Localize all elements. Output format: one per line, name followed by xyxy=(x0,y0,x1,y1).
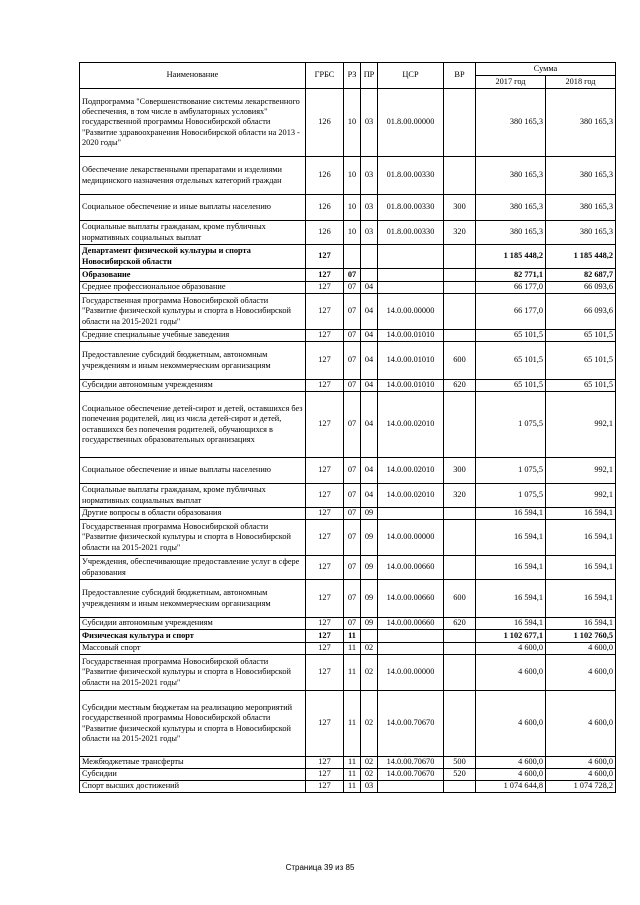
cell-2018: 65 101,5 xyxy=(546,330,616,342)
cell-pr: 02 xyxy=(361,655,378,691)
table-row xyxy=(80,380,616,392)
cell-vr xyxy=(444,294,476,330)
cell-2017: 16 594,1 xyxy=(476,508,546,520)
cell-name: Массовый спорт xyxy=(80,643,306,655)
cell-2018: 992,1 xyxy=(546,484,616,508)
cell-vr: 600 xyxy=(444,580,476,618)
cell-2017: 380 165,3 xyxy=(476,195,546,221)
cell-2017: 1 075,5 xyxy=(476,392,546,458)
header-pr: ПР xyxy=(361,63,378,89)
cell-vr xyxy=(444,630,476,643)
cell-name: Физическая культура и спорт xyxy=(80,630,306,643)
cell-pr: 04 xyxy=(361,282,378,294)
cell-vr: 300 xyxy=(444,458,476,484)
cell-grbs: 127 xyxy=(306,380,344,392)
cell-csr: 14.0.00.00000 xyxy=(378,655,444,691)
cell-grbs: 127 xyxy=(306,330,344,342)
cell-2018: 4 600,0 xyxy=(546,655,616,691)
cell-vr xyxy=(444,655,476,691)
cell-2018: 65 101,5 xyxy=(546,380,616,392)
table-row xyxy=(80,269,616,282)
cell-2018: 4 600,0 xyxy=(546,643,616,655)
table-row xyxy=(80,330,616,342)
cell-2017: 4 600,0 xyxy=(476,655,546,691)
cell-grbs: 127 xyxy=(306,630,344,643)
header-sum: Сумма xyxy=(476,63,616,76)
cell-csr xyxy=(378,282,444,294)
table-row xyxy=(80,342,616,380)
cell-grbs: 127 xyxy=(306,781,344,793)
table-row xyxy=(80,781,616,793)
cell-grbs: 127 xyxy=(306,458,344,484)
cell-csr: 14.0.00.00000 xyxy=(378,520,444,556)
cell-vr xyxy=(444,330,476,342)
table-row xyxy=(80,769,616,781)
cell-rz: 10 xyxy=(344,89,361,157)
cell-grbs: 127 xyxy=(306,342,344,380)
cell-pr: 03 xyxy=(361,157,378,195)
cell-csr: 14.0.00.01010 xyxy=(378,330,444,342)
cell-2018: 66 093,6 xyxy=(546,282,616,294)
cell-pr: 04 xyxy=(361,392,378,458)
cell-pr: 02 xyxy=(361,757,378,769)
cell-rz: 07 xyxy=(344,580,361,618)
cell-2018: 4 600,0 xyxy=(546,769,616,781)
cell-2017: 82 771,1 xyxy=(476,269,546,282)
cell-grbs: 127 xyxy=(306,520,344,556)
cell-rz: 11 xyxy=(344,691,361,757)
table-row xyxy=(80,458,616,484)
cell-pr: 02 xyxy=(361,643,378,655)
budget-table-page xyxy=(79,62,615,793)
cell-rz: 07 xyxy=(344,269,361,282)
cell-vr: 300 xyxy=(444,195,476,221)
cell-rz xyxy=(344,245,361,269)
cell-rz: 11 xyxy=(344,769,361,781)
cell-vr xyxy=(444,269,476,282)
cell-grbs: 127 xyxy=(306,392,344,458)
header-2018: 2018 год xyxy=(546,76,616,89)
table-row xyxy=(80,245,616,269)
cell-csr: 14.0.00.00000 xyxy=(378,294,444,330)
cell-pr: 04 xyxy=(361,484,378,508)
cell-2017: 380 165,3 xyxy=(476,157,546,195)
cell-name: Социальное обеспечение детей-сирот и детей, оставшихся без попечения родителей, лиц из числа детей-сирот и детей, оставшихся без попечения родителей, обучающихся в государственных образовательных организациях xyxy=(80,392,306,458)
cell-name: Субсидии местным бюджетам на реализацию мероприятий государственной программы Новосибирской области "Развитие физической культуры и спорта в Новосибирской области на 2015-2021 годы" xyxy=(80,691,306,757)
cell-pr: 03 xyxy=(361,89,378,157)
cell-2018: 66 093,6 xyxy=(546,294,616,330)
header-name: Наименование xyxy=(80,63,306,89)
cell-grbs: 127 xyxy=(306,691,344,757)
cell-2018: 16 594,1 xyxy=(546,580,616,618)
table-row xyxy=(80,221,616,245)
cell-csr xyxy=(378,269,444,282)
cell-2017: 16 594,1 xyxy=(476,580,546,618)
cell-csr: 14.0.00.02010 xyxy=(378,484,444,508)
cell-name: Социальное обеспечение и иные выплаты населению xyxy=(80,458,306,484)
cell-grbs: 127 xyxy=(306,556,344,580)
cell-name: Субсидии автономным учреждениям xyxy=(80,380,306,392)
table-row xyxy=(80,630,616,643)
cell-rz: 11 xyxy=(344,655,361,691)
cell-vr xyxy=(444,89,476,157)
cell-2018: 65 101,5 xyxy=(546,342,616,380)
cell-vr xyxy=(444,643,476,655)
header-2017: 2017 год xyxy=(476,76,546,89)
cell-name: Учреждения, обеспечивающие предоставление услуг в сфере образования xyxy=(80,556,306,580)
cell-name: Социальные выплаты гражданам, кроме публичных нормативных социальных выплат xyxy=(80,484,306,508)
cell-2017: 4 600,0 xyxy=(476,769,546,781)
cell-rz: 11 xyxy=(344,757,361,769)
cell-name: Обеспечение лекарственными препаратами и изделиями медицинского назначения отдельных категорий граждан xyxy=(80,157,306,195)
page-footer: Страница 39 из 85 xyxy=(285,863,355,872)
cell-2018: 4 600,0 xyxy=(546,757,616,769)
cell-pr: 09 xyxy=(361,556,378,580)
cell-csr: 14.0.00.70670 xyxy=(378,691,444,757)
cell-csr: 14.0.00.00660 xyxy=(378,580,444,618)
cell-rz: 07 xyxy=(344,342,361,380)
table-row xyxy=(80,691,616,757)
cell-2018: 380 165,3 xyxy=(546,221,616,245)
cell-pr: 04 xyxy=(361,330,378,342)
cell-pr: 03 xyxy=(361,195,378,221)
cell-2018: 16 594,1 xyxy=(546,520,616,556)
cell-vr: 320 xyxy=(444,484,476,508)
cell-vr xyxy=(444,520,476,556)
cell-rz: 07 xyxy=(344,508,361,520)
cell-grbs: 127 xyxy=(306,580,344,618)
cell-vr: 500 xyxy=(444,757,476,769)
cell-pr xyxy=(361,630,378,643)
cell-grbs: 126 xyxy=(306,157,344,195)
table-row xyxy=(80,89,616,157)
cell-rz: 07 xyxy=(344,330,361,342)
cell-name: Департамент физической культуры и спорта Новосибирской области xyxy=(80,245,306,269)
cell-name: Предоставление субсидий бюджетным, автономным учреждениям и иным некоммерческим организациям xyxy=(80,580,306,618)
cell-grbs: 127 xyxy=(306,484,344,508)
cell-name: Подпрограмма "Совершенствование системы лекарственного обеспечения, в том числе в амбулаторных условиях" государственной программы Новосибирской области "Развитие здравоохранения Новосибирской области на 2013 - 2020 годы" xyxy=(80,89,306,157)
cell-name: Государственная программа Новосибирской области "Развитие физической культуры и спорта в Новосибирской области на 2015-2021 годы" xyxy=(80,655,306,691)
table-row xyxy=(80,157,616,195)
cell-2017: 16 594,1 xyxy=(476,618,546,630)
header-rz: РЗ xyxy=(344,63,361,89)
cell-2017: 4 600,0 xyxy=(476,691,546,757)
cell-csr: 14.0.00.02010 xyxy=(378,458,444,484)
cell-2017: 380 165,3 xyxy=(476,221,546,245)
cell-2018: 1 102 760,5 xyxy=(546,630,616,643)
cell-csr: 01.8.00.00330 xyxy=(378,157,444,195)
cell-name: Спорт высших достижений xyxy=(80,781,306,793)
cell-vr xyxy=(444,282,476,294)
cell-grbs: 127 xyxy=(306,508,344,520)
cell-vr: 600 xyxy=(444,342,476,380)
cell-name: Социальное обеспечение и иные выплаты населению xyxy=(80,195,306,221)
cell-csr: 01.8.00.00330 xyxy=(378,195,444,221)
cell-grbs: 126 xyxy=(306,89,344,157)
table-row xyxy=(80,618,616,630)
cell-rz: 07 xyxy=(344,294,361,330)
cell-grbs: 127 xyxy=(306,294,344,330)
cell-vr: 620 xyxy=(444,618,476,630)
cell-vr xyxy=(444,556,476,580)
cell-vr xyxy=(444,245,476,269)
cell-csr xyxy=(378,508,444,520)
cell-name: Государственная программа Новосибирской области "Развитие физической культуры и спорта в Новосибирской области на 2015-2021 годы" xyxy=(80,294,306,330)
cell-2018: 1 074 728,2 xyxy=(546,781,616,793)
cell-vr xyxy=(444,157,476,195)
cell-vr: 320 xyxy=(444,221,476,245)
cell-2017: 65 101,5 xyxy=(476,342,546,380)
table-row xyxy=(80,643,616,655)
cell-name: Межбюджетные трансферты xyxy=(80,757,306,769)
cell-2018: 380 165,3 xyxy=(546,157,616,195)
cell-csr: 01.8.00.00000 xyxy=(378,89,444,157)
cell-rz: 11 xyxy=(344,643,361,655)
cell-2018: 992,1 xyxy=(546,458,616,484)
cell-csr xyxy=(378,245,444,269)
cell-name: Предоставление субсидий бюджетным, автономным учреждениям и иным некоммерческим организациям xyxy=(80,342,306,380)
cell-2018: 992,1 xyxy=(546,392,616,458)
cell-pr: 09 xyxy=(361,580,378,618)
table-row xyxy=(80,655,616,691)
cell-2018: 380 165,3 xyxy=(546,195,616,221)
cell-vr xyxy=(444,508,476,520)
cell-name: Государственная программа Новосибирской области "Развитие физической культуры и спорта в Новосибирской области на 2015-2021 годы" xyxy=(80,520,306,556)
cell-grbs: 127 xyxy=(306,757,344,769)
cell-vr xyxy=(444,392,476,458)
cell-pr: 04 xyxy=(361,458,378,484)
cell-2017: 1 074 644,8 xyxy=(476,781,546,793)
cell-name: Субсидии xyxy=(80,769,306,781)
cell-vr xyxy=(444,781,476,793)
cell-csr: 14.0.00.02010 xyxy=(378,392,444,458)
cell-rz: 11 xyxy=(344,781,361,793)
cell-pr xyxy=(361,245,378,269)
header-vr: ВР xyxy=(444,63,476,89)
header-grbs: ГРБС xyxy=(306,63,344,89)
cell-2017: 66 177,0 xyxy=(476,294,546,330)
cell-2018: 16 594,1 xyxy=(546,556,616,580)
cell-2017: 65 101,5 xyxy=(476,380,546,392)
cell-2017: 1 075,5 xyxy=(476,458,546,484)
cell-grbs: 127 xyxy=(306,282,344,294)
table-row xyxy=(80,195,616,221)
cell-rz: 07 xyxy=(344,484,361,508)
cell-rz: 07 xyxy=(344,556,361,580)
table-row xyxy=(80,294,616,330)
cell-2018: 380 165,3 xyxy=(546,89,616,157)
cell-csr: 14.0.00.00660 xyxy=(378,556,444,580)
cell-csr: 14.0.00.01010 xyxy=(378,342,444,380)
cell-csr xyxy=(378,781,444,793)
table-row xyxy=(80,508,616,520)
table-row xyxy=(80,580,616,618)
cell-name: Субсидии автономным учреждениям xyxy=(80,618,306,630)
cell-grbs: 127 xyxy=(306,769,344,781)
cell-csr xyxy=(378,630,444,643)
cell-pr: 04 xyxy=(361,342,378,380)
table-row xyxy=(80,392,616,458)
cell-vr: 520 xyxy=(444,769,476,781)
cell-name: Образование xyxy=(80,269,306,282)
cell-pr: 03 xyxy=(361,221,378,245)
cell-rz: 10 xyxy=(344,221,361,245)
cell-pr: 02 xyxy=(361,691,378,757)
table-row xyxy=(80,556,616,580)
cell-2018: 16 594,1 xyxy=(546,508,616,520)
cell-pr: 02 xyxy=(361,769,378,781)
cell-2018: 82 687,7 xyxy=(546,269,616,282)
cell-name: Другие вопросы в области образования xyxy=(80,508,306,520)
cell-2017: 1 102 677,1 xyxy=(476,630,546,643)
cell-2018: 1 185 448,2 xyxy=(546,245,616,269)
cell-2017: 1 185 448,2 xyxy=(476,245,546,269)
cell-csr: 14.0.00.01010 xyxy=(378,380,444,392)
cell-2017: 16 594,1 xyxy=(476,556,546,580)
cell-rz: 10 xyxy=(344,195,361,221)
cell-2018: 16 594,1 xyxy=(546,618,616,630)
cell-pr: 04 xyxy=(361,294,378,330)
cell-pr: 09 xyxy=(361,520,378,556)
cell-2017: 4 600,0 xyxy=(476,757,546,769)
cell-grbs: 127 xyxy=(306,245,344,269)
cell-2017: 66 177,0 xyxy=(476,282,546,294)
cell-rz: 07 xyxy=(344,380,361,392)
cell-name: Средние специальные учебные заведения xyxy=(80,330,306,342)
cell-csr xyxy=(378,643,444,655)
cell-pr: 03 xyxy=(361,781,378,793)
budget-table xyxy=(79,62,616,793)
cell-vr: 620 xyxy=(444,380,476,392)
cell-pr: 04 xyxy=(361,380,378,392)
header-csr: ЦСР xyxy=(378,63,444,89)
table-row xyxy=(80,520,616,556)
cell-2017: 65 101,5 xyxy=(476,330,546,342)
cell-rz: 10 xyxy=(344,157,361,195)
cell-grbs: 127 xyxy=(306,655,344,691)
cell-rz: 07 xyxy=(344,282,361,294)
cell-grbs: 127 xyxy=(306,269,344,282)
cell-name: Социальные выплаты гражданам, кроме публичных нормативных социальных выплат xyxy=(80,221,306,245)
cell-csr: 01.8.00.00330 xyxy=(378,221,444,245)
cell-2017: 1 075,5 xyxy=(476,484,546,508)
cell-pr: 09 xyxy=(361,508,378,520)
cell-csr: 14.0.00.70670 xyxy=(378,769,444,781)
cell-2017: 380 165,3 xyxy=(476,89,546,157)
cell-grbs: 127 xyxy=(306,618,344,630)
cell-rz: 07 xyxy=(344,458,361,484)
cell-name: Среднее профессиональное образование xyxy=(80,282,306,294)
table-row xyxy=(80,757,616,769)
table-row xyxy=(80,282,616,294)
cell-grbs: 126 xyxy=(306,195,344,221)
table-row xyxy=(80,484,616,508)
cell-2017: 16 594,1 xyxy=(476,520,546,556)
table-body xyxy=(80,89,616,793)
cell-csr: 14.0.00.70670 xyxy=(378,757,444,769)
cell-pr xyxy=(361,269,378,282)
cell-rz: 11 xyxy=(344,630,361,643)
cell-2018: 4 600,0 xyxy=(546,691,616,757)
cell-grbs: 127 xyxy=(306,643,344,655)
cell-rz: 07 xyxy=(344,618,361,630)
cell-2017: 4 600,0 xyxy=(476,643,546,655)
cell-csr: 14.0.00.00660 xyxy=(378,618,444,630)
cell-rz: 07 xyxy=(344,520,361,556)
cell-rz: 07 xyxy=(344,392,361,458)
cell-grbs: 126 xyxy=(306,221,344,245)
cell-pr: 09 xyxy=(361,618,378,630)
cell-vr xyxy=(444,691,476,757)
